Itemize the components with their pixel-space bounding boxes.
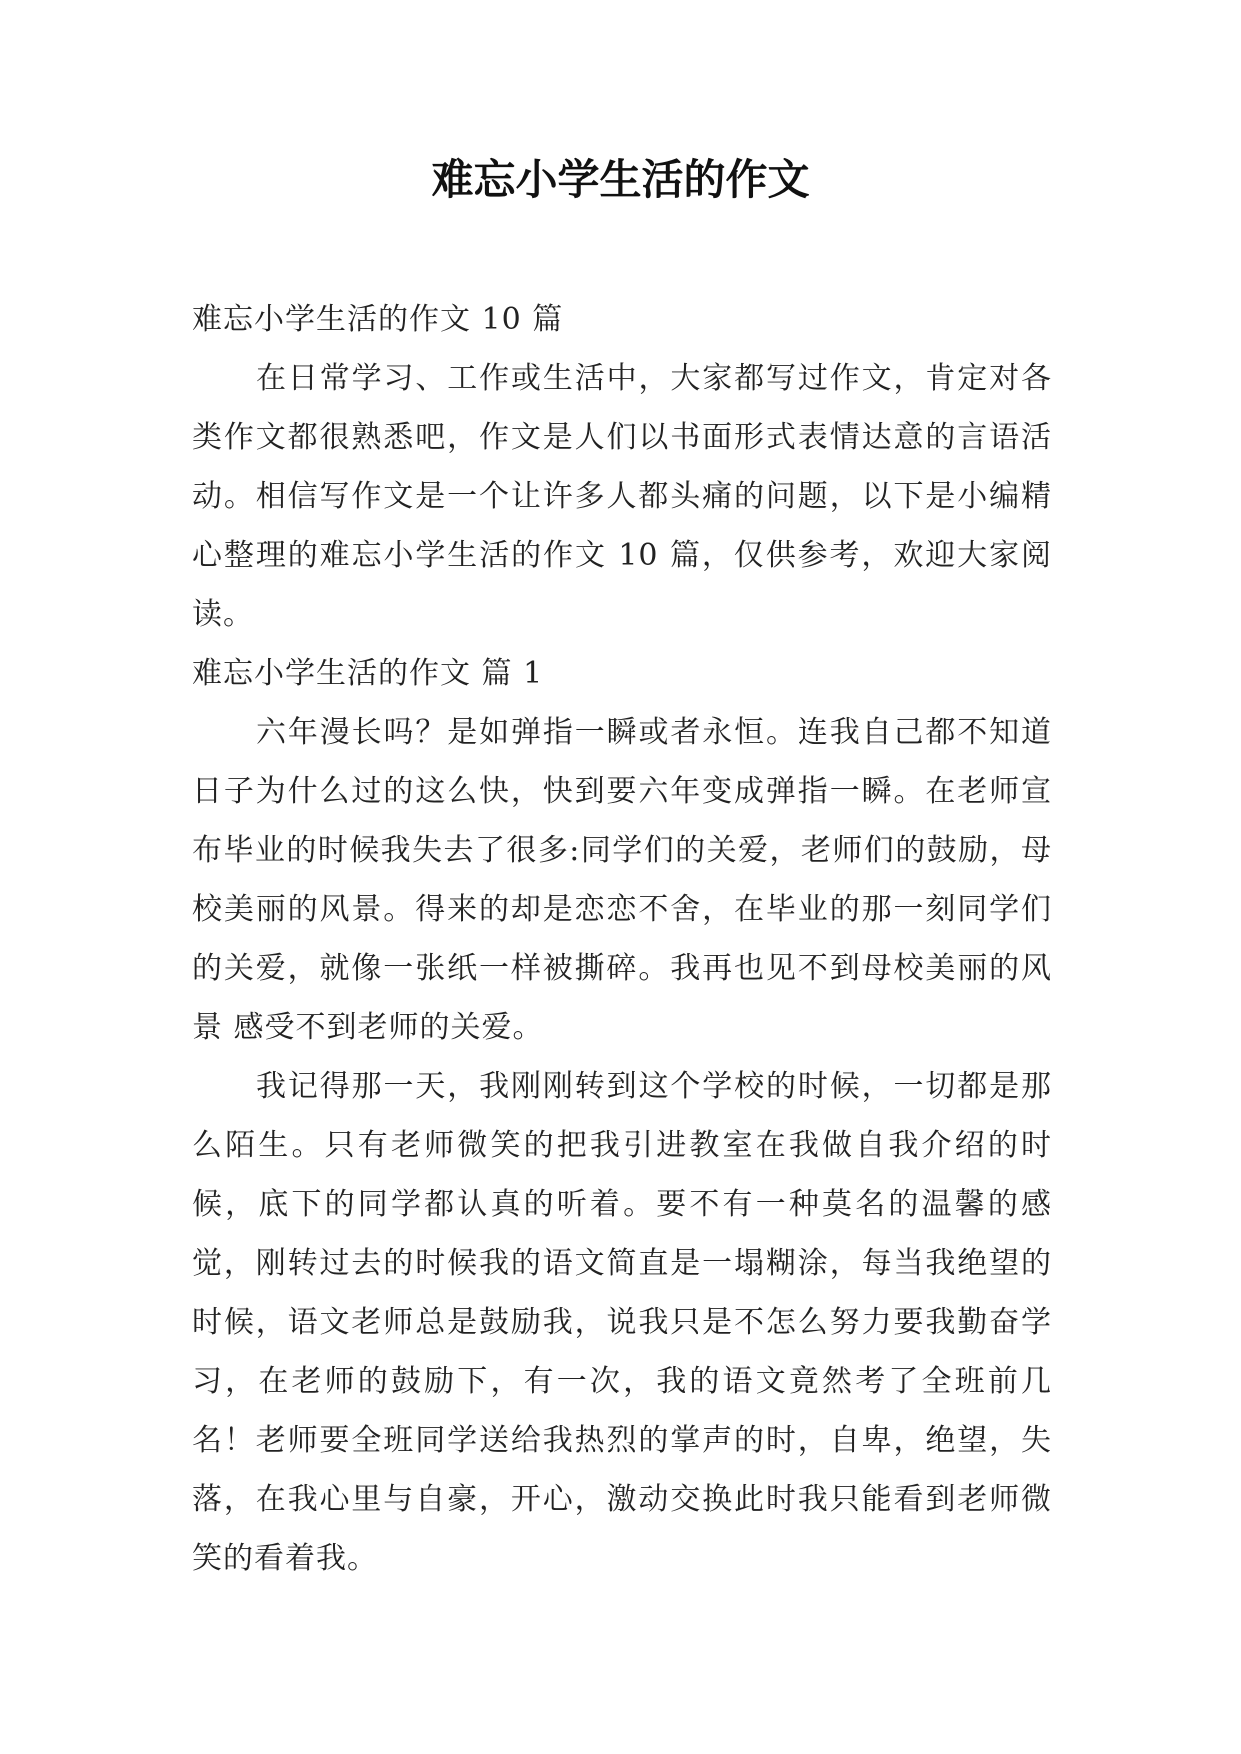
document-title: 难忘小学生活的作文 [431, 155, 810, 204]
intro-paragraph: 在日常学习、工作或生活中，大家都写过作文，肯定对各类作文都很熟悉吧，作文是人们以书面形式表情达意的言语活动。相信写作文是一个让许多人都头痛的问题，以下是小编精心整理的难忘小学生活的作文 10 篇，仅供参考，欢迎大家阅读。 [192, 361, 1052, 632]
body-paragraph: 我记得那一天，我刚刚转到这个学校的时候，一切都是那么陌生。只有老师微笑的把我引进教室在我做自我介绍的时候，底下的同学都认真的听着。要不有一种莫名的温馨的感觉，刚转过去的时候我的语文简直是一塌糊涂，每当我绝望的时候，语文老师总是鼓励我，说我只是不怎么努力要我勤奋学习，在老师的鼓励下，有一次，我的语文竟然考了全班前几名！老师要全班同学送给我热烈的掌声的时，自卑，绝望，失落，在我心里与自豪，开心，激动交换此时我只能看到老师微笑的看着我。 [192, 1069, 1052, 1576]
section-heading: 难忘小学生活的作文 篇 1 [192, 656, 544, 691]
body-paragraph: 六年漫长吗？是如弹指一瞬或者永恒。连我自己都不知道日子为什么过的这么快，快到要六年变成弹指一瞬。在老师宣布毕业的时候我失去了很多:同学们的关爱，老师们的鼓励，母校美丽的风景。得来的却是恋恋不舍，在毕业的那一刻同学们的关爱，就像一张纸一样被撕碎。我再也见不到母校美丽的风景 感受不到老师的关爱。 [192, 715, 1052, 1045]
document-subtitle: 难忘小学生活的作文 10 篇 [192, 302, 564, 337]
document-body [192, 290, 1052, 1588]
